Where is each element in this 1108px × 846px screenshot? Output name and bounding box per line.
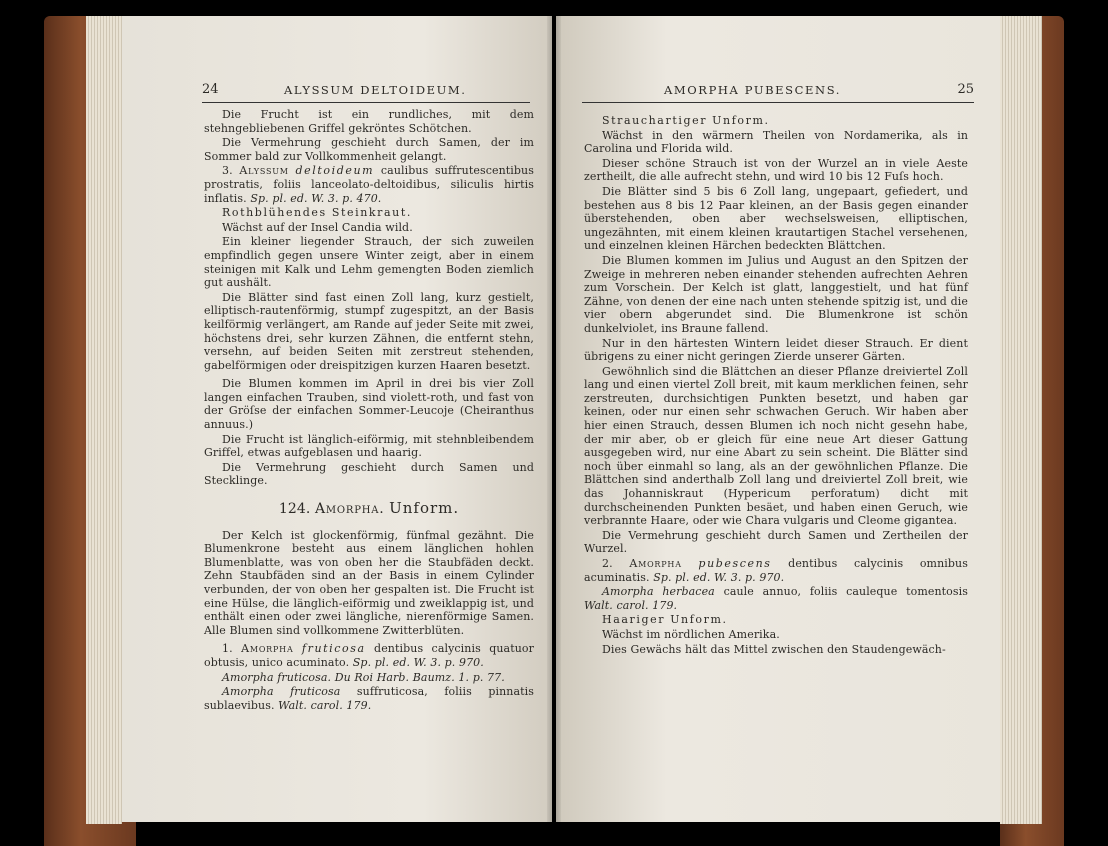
common-name: Strauchartiger Unform.	[602, 114, 770, 127]
paragraph: Wächst in den wärmern Theilen von Nordamerika, als in Carolina und Florida wild.	[584, 128, 968, 156]
paragraph: Die Blätter sind fast einen Zoll lang, kurz gestielt, elliptisch-rautenförmig, stumpf zugespitzt, an der Basis keilförmig verlängert, am Rande auf jeder Seite mit zwei, höchstens drei, sehr kurzen Zähnen, die entfernt stehn, versehn, auf beiden Seiten mit zerstreut stehenden, gabelförmigen oder dreispitzigen kurzen Haaren besetzt.	[204, 290, 534, 372]
paragraph: Die Frucht ist ein rundliches, mit dem stehngebliebenen Griffel gekröntes Schötchen.	[204, 108, 534, 135]
paragraph: Die Frucht ist länglich-eiförmig, mit stehnbleibendem Griffel, etwas aufgeblasen und haarig.	[204, 432, 534, 460]
page-edges-right	[1000, 16, 1042, 824]
paragraph: Die Vermehrung geschieht durch Samen, der im Sommer bald zur Vollkommenheit gelangt.	[204, 136, 534, 163]
right-page	[556, 16, 1000, 822]
book-gutter	[547, 16, 561, 822]
paragraph: Ein kleiner liegender Strauch, der sich zuweilen empfindlich gegen unsere Winter zeigt, aber in einem steinigen mit Kalk und Lehm gemengten Boden ziemlich gut aushält.	[204, 235, 534, 290]
paragraph: Wächst im nördlichen Amerika.	[602, 627, 780, 641]
paragraph: Der Kelch ist glockenförmig, fünfmal gezähnt. Die Blumenkrone besteht aus einem länglichen hohlen Blumenblatte, was von oben her die Staubfäden deckt. Zehn Staubfäden sind an der Basis in einem Cylinder verbunden, der von oben her gespalten ist. Die Frucht ist eine Hülse, die länglich-eiförmig und zweiklappig ist, und enthält einen oder zwei längliche, nierenförmige Samen. Alle Blumen sind vollkommene Zwitterblüten.	[204, 528, 534, 637]
paragraph: Die Vermehrung geschieht durch Samen und Stecklinge.	[204, 460, 534, 488]
paragraph: Dieser schöne Strauch ist von der Wurzel an in viele Aeste zertheilt, die alle aufrecht stehn, und wird 10 bis 12 Fuſs hoch.	[584, 156, 968, 184]
synonym: Amorpha fruticosa suffruticosa, foliis pinnatis sublaevibus. Walt. carol. 179.	[204, 685, 534, 712]
left-page-header	[202, 76, 530, 103]
paragraph: Gewöhnlich sind die Blättchen an dieser Pflanze dreiviertel Zoll lang und einen viertel Zoll breit, mit kaum merklichen feinen, sehr zerstreuten, durchsichtigen Punkten besetzt, und haben gar keinen, oder nur einen sehr schwachen Geruch. Wir haben aber hier einen Strauch, dessen Blumen ich noch nicht gesehn habe, der mir aber, ob er gleich für eine neue Art dieser Gattung ausgegeben wird, nur eine Abart zu sein scheint. Die Blätter sind noch über einmahl so lang, als an der gewöhnlichen Pflanze. Die Blättchen sind anderthalb Zoll lang und dreiviertel Zoll breit, wie das Johanniskraut (Hypericum perforatum) dicht mit durchscheinenden Punkten besäet, und haben einen Geruch, wie verbrannte Haare, oder wie Chara vulgaris und Cleome gigantea.	[584, 364, 968, 528]
page-edges-left	[86, 16, 122, 824]
paragraph: Die Blumen kommen im Julius und August an den Spitzen der Zweige in mehreren neben einander stehenden aufrechten Aehren zum Vorschein. Der Kelch ist glatt, langgestielt, und hat fünf Zähne, von denen der eine nach unten stehende spitzig ist, und die vier obern abgerundet sind. Die Blumenkrone ist schön dunkelviolet, ins Braune fallend.	[584, 253, 968, 335]
right-running-title: AMORPHA PUBESCENS.	[664, 83, 842, 97]
right-page-number: 25	[957, 82, 974, 97]
paragraph: Dies Gewächs hält das Mittel zwischen den Staudengewäch-	[602, 642, 946, 656]
paragraph: Die Vermehrung geschieht durch Samen und Zertheilen der Wurzel.	[584, 528, 968, 556]
left-page-number: 24	[202, 82, 219, 97]
species-entry-alyssum-deltoideum: 3. Alyssum deltoideum caulibus suffrutescentibus prostratis, foliis lanceolato-deltoidibus, siliculis hirtis inflatis. Sp. pl. ed. W. 3. p. 470.	[204, 164, 534, 205]
synonym: Amorpha fruticosa. Du Roi Harb. Baumz. 1. p. 77.	[222, 670, 505, 684]
common-name: Rothblühendes Steinkraut.	[222, 206, 412, 220]
species-entry-amorpha-pubescens: 2. Amorpha pubescens dentibus calycinis omnibus acuminatis. Sp. pl. ed. W. 3. p. 970.	[584, 557, 968, 584]
paragraph: Nur in den härtesten Wintern leidet dieser Strauch. Er dient übrigens zu einer nicht geringen Zierde unserer Gärten.	[584, 336, 968, 364]
species-entry-amorpha-fruticosa: 1. Amorpha fruticosa dentibus calycinis quatuor obtusis, unico acuminato. Sp. pl. ed. W. 3. p. 970.	[204, 642, 534, 669]
paragraph: Die Blumen kommen im April in drei bis vier Zoll langen einfachen Trauben, sind violett-roth, und fast von der Gröſse der einfachen Sommer-Leucoje (Cheiranthus annuus.)	[204, 377, 534, 432]
left-running-title: ALYSSUM DELTOIDEUM.	[284, 83, 467, 97]
left-page	[122, 16, 552, 822]
paragraph: Wächst auf der Insel Candia wild.	[222, 220, 413, 234]
synonym: Amorpha herbacea caule annuo, foliis cauleque tomentosis Walt. carol. 179.	[584, 585, 968, 612]
right-body	[584, 114, 968, 656]
right-page-header	[582, 76, 974, 103]
common-name: Haariger Unform.	[602, 613, 728, 627]
paragraph: Die Blätter sind 5 bis 6 Zoll lang, ungepaart, gefiedert, und bestehen aus 8 bis 12 Paar kleinen, an der Basis gegen einander überstehenden, oben aber wechselsweisen, elliptischen, ungezähnten, mit einem kleinen krautartigen Stachel versehenen, und einzelnen kleinen Härchen bedeckten Blättchen.	[584, 184, 968, 253]
left-body	[204, 108, 534, 712]
section-heading: 124. Amorpha. Unform.	[278, 499, 460, 518]
